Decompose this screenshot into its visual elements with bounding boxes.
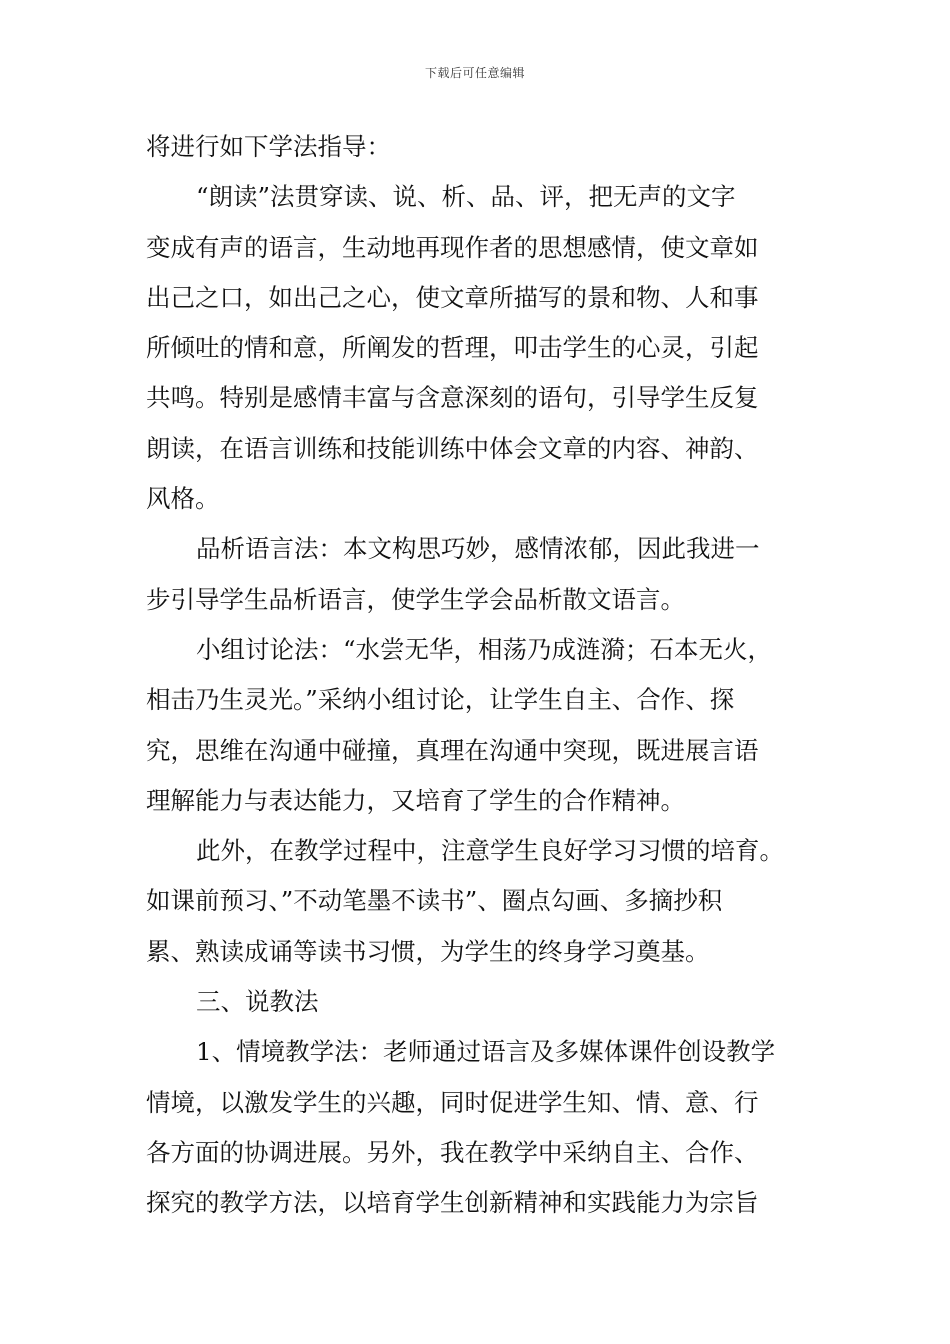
text-line: 步引导学生品析语言，使学生学会品析散文语言。 — [146, 584, 685, 614]
text-line: 变成有声的语言，生动地再现作者的思想感情，使文章如 — [146, 232, 759, 262]
document-body — [146, 122, 816, 1229]
text-line: 相击乃生灵光。”采纳小组讨论，让学生自主、合作、探 — [146, 685, 735, 715]
text-line: 品析语言法：本文构思巧妙，感情浓郁，因此我进一 — [196, 534, 760, 564]
text-line: 1、情境教学法：老师通过语言及多媒体课件创设教学 — [196, 1037, 776, 1067]
text-line: 探究的教学方法，以培育学生创新精神和实践能力为宗旨 — [146, 1188, 759, 1218]
text-line: 风格。 — [146, 484, 220, 514]
text-line: 所倾吐的情和意，所阐发的哲理，叩击学生的心灵，引起 — [146, 333, 759, 363]
section-heading: 三、说教法 — [196, 987, 319, 1017]
text-line: 朗读，在语言训练和技能训练中体会文章的内容、神韵、 — [146, 433, 759, 463]
text-line: “朗读”法贯穿读、说、析、品、评，把无声的文字 — [196, 182, 736, 212]
text-line: 此外，在教学过程中，注意学生良好学习习惯的培育。 — [196, 836, 784, 866]
text-line: 共鸣。特别是感情丰富与含意深刻的语句，引导学生反复 — [146, 383, 759, 413]
text-line: 究，思维在沟通中碰撞，真理在沟通中突现，既进展言语 — [146, 735, 759, 765]
text-line: 各方面的协调进展。另外，我在教学中采纳自主、合作、 — [146, 1137, 759, 1167]
text-line: 如课前预习、”不动笔墨不读书”、圈点勾画、多摘抄积 — [146, 886, 723, 916]
text-line: 理解能力与表达能力，又培育了学生的合作精神。 — [146, 785, 685, 815]
text-line: 累、熟读成诵等读书习惯，为学生的终身学习奠基。 — [146, 936, 710, 966]
text-line: 情境，以激发学生的兴趣，同时促进学生知、情、意、行 — [146, 1087, 759, 1117]
text-line: 小组讨论法：“水尝无华，相荡乃成涟漪；石本无火， — [196, 634, 773, 664]
text-line: 将进行如下学法指导： — [146, 132, 391, 161]
page-header: 下载后可任意编辑 — [424, 66, 525, 80]
text-line: 出己之口，如出己之心，使文章所描写的景和物、人和事 — [146, 282, 759, 312]
